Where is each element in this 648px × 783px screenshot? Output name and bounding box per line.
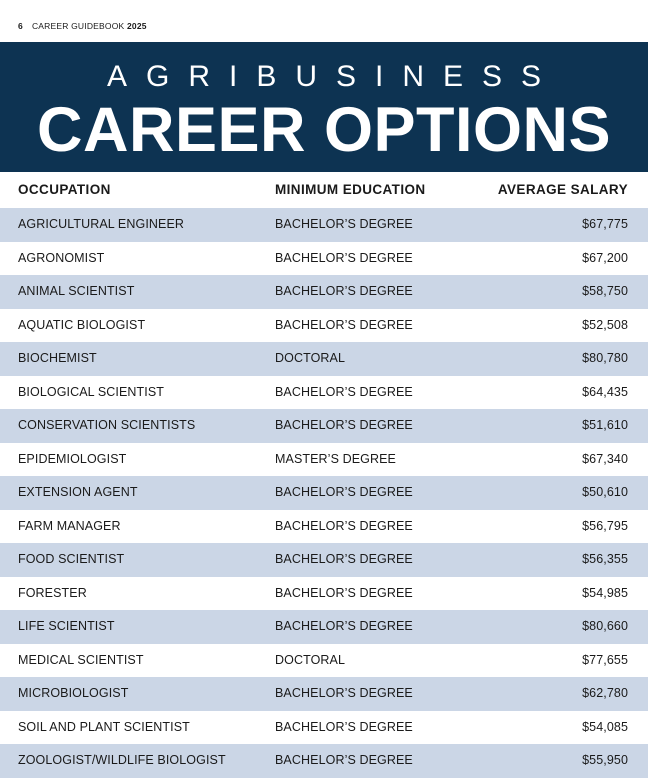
cell-average-salary: $62,780 — [582, 686, 628, 700]
cell-average-salary: $67,340 — [582, 451, 628, 466]
cell-occupation: MEDICAL SCIENTIST — [18, 652, 144, 667]
banner-kicker: AGRIBUSINESS — [106, 60, 561, 93]
table-row — [0, 309, 648, 343]
cell-average-salary: $77,655 — [582, 652, 628, 667]
table-row — [0, 510, 648, 544]
cell-occupation: BIOCHEMIST — [18, 351, 97, 365]
cell-occupation: AQUATIC BIOLOGIST — [18, 317, 146, 332]
table-header — [0, 172, 648, 208]
table-row — [0, 476, 648, 510]
cell-minimum-education: BACHELOR’S DEGREE — [275, 753, 413, 767]
table-row — [0, 610, 648, 644]
table-body — [0, 208, 648, 778]
cell-average-salary: $80,660 — [582, 619, 628, 633]
cell-occupation: FORESTER — [18, 585, 87, 600]
page-folio — [18, 21, 147, 31]
cell-minimum-education: BACHELOR’S DEGREE — [275, 384, 413, 399]
cell-minimum-education: DOCTORAL — [275, 351, 346, 365]
cell-minimum-education: BACHELOR’S DEGREE — [275, 552, 413, 566]
cell-occupation: ANIMAL SCIENTIST — [18, 284, 135, 298]
cell-average-salary: $54,985 — [582, 585, 628, 600]
cell-average-salary: $56,355 — [582, 552, 628, 566]
cell-average-salary: $80,780 — [582, 351, 628, 365]
cell-average-salary: $50,610 — [582, 485, 628, 499]
table-row — [0, 677, 648, 711]
cell-occupation: ZOOLOGIST/WILDLIFE BIOLOGIST — [18, 753, 226, 767]
table-row — [0, 275, 648, 309]
cell-minimum-education: BACHELOR’S DEGREE — [275, 284, 413, 298]
page-title: CAREER OPTIONS — [36, 95, 612, 165]
cell-minimum-education: BACHELOR’S DEGREE — [275, 418, 413, 432]
publication-year: 2025 — [126, 21, 147, 31]
table-row — [0, 342, 648, 376]
cell-minimum-education: MASTER’S DEGREE — [275, 451, 396, 466]
cell-occupation: AGRICULTURAL ENGINEER — [18, 217, 185, 231]
career-table — [0, 172, 648, 778]
cell-average-salary: $67,200 — [582, 250, 628, 265]
cell-average-salary: $55,950 — [582, 753, 628, 767]
table-row — [0, 644, 648, 678]
cell-minimum-education: BACHELOR’S DEGREE — [275, 217, 413, 231]
cell-minimum-education: BACHELOR’S DEGREE — [275, 250, 413, 265]
table-row — [0, 543, 648, 577]
title-banner — [0, 42, 648, 172]
cell-minimum-education: DOCTORAL — [275, 652, 346, 667]
header-occupation: OCCUPATION — [18, 182, 111, 197]
cell-occupation: FOOD SCIENTIST — [18, 552, 125, 566]
cell-average-salary: $51,610 — [582, 418, 628, 432]
cell-occupation: EPIDEMIOLOGIST — [18, 451, 127, 466]
cell-minimum-education: BACHELOR’S DEGREE — [275, 619, 413, 633]
cell-average-salary: $52,508 — [582, 317, 628, 332]
cell-occupation: AGRONOMIST — [18, 250, 105, 265]
table-row — [0, 208, 648, 242]
cell-occupation: LIFE SCIENTIST — [18, 619, 115, 633]
cell-minimum-education: BACHELOR’S DEGREE — [275, 317, 413, 332]
cell-minimum-education: BACHELOR’S DEGREE — [275, 686, 413, 700]
table-row — [0, 376, 648, 410]
table-row — [0, 577, 648, 611]
header-minimum-education: MINIMUM EDUCATION — [275, 182, 426, 197]
page-number: 6 — [18, 21, 23, 31]
cell-minimum-education: BACHELOR’S DEGREE — [275, 585, 413, 600]
header-average-salary: AVERAGE SALARY — [497, 182, 628, 197]
cell-minimum-education: BACHELOR’S DEGREE — [275, 518, 413, 533]
cell-average-salary: $56,795 — [582, 518, 628, 533]
cell-average-salary: $54,085 — [582, 719, 628, 734]
table-row — [0, 711, 648, 745]
cell-minimum-education: BACHELOR’S DEGREE — [275, 719, 413, 734]
cell-average-salary: $58,750 — [582, 284, 628, 298]
cell-occupation: CONSERVATION SCIENTISTS — [18, 418, 196, 432]
cell-occupation: MICROBIOLOGIST — [18, 686, 129, 700]
cell-minimum-education: BACHELOR’S DEGREE — [275, 485, 413, 499]
cell-average-salary: $67,775 — [582, 217, 628, 231]
table-row — [0, 744, 648, 778]
table-row — [0, 409, 648, 443]
cell-occupation: EXTENSION AGENT — [18, 485, 138, 499]
table-row — [0, 242, 648, 276]
cell-occupation: FARM MANAGER — [18, 518, 121, 533]
publication-name: CAREER GUIDEBOOK — [31, 21, 125, 31]
table-row — [0, 443, 648, 477]
cell-occupation: SOIL AND PLANT SCIENTIST — [18, 719, 190, 734]
cell-average-salary: $64,435 — [582, 384, 628, 399]
cell-occupation: BIOLOGICAL SCIENTIST — [18, 384, 165, 399]
